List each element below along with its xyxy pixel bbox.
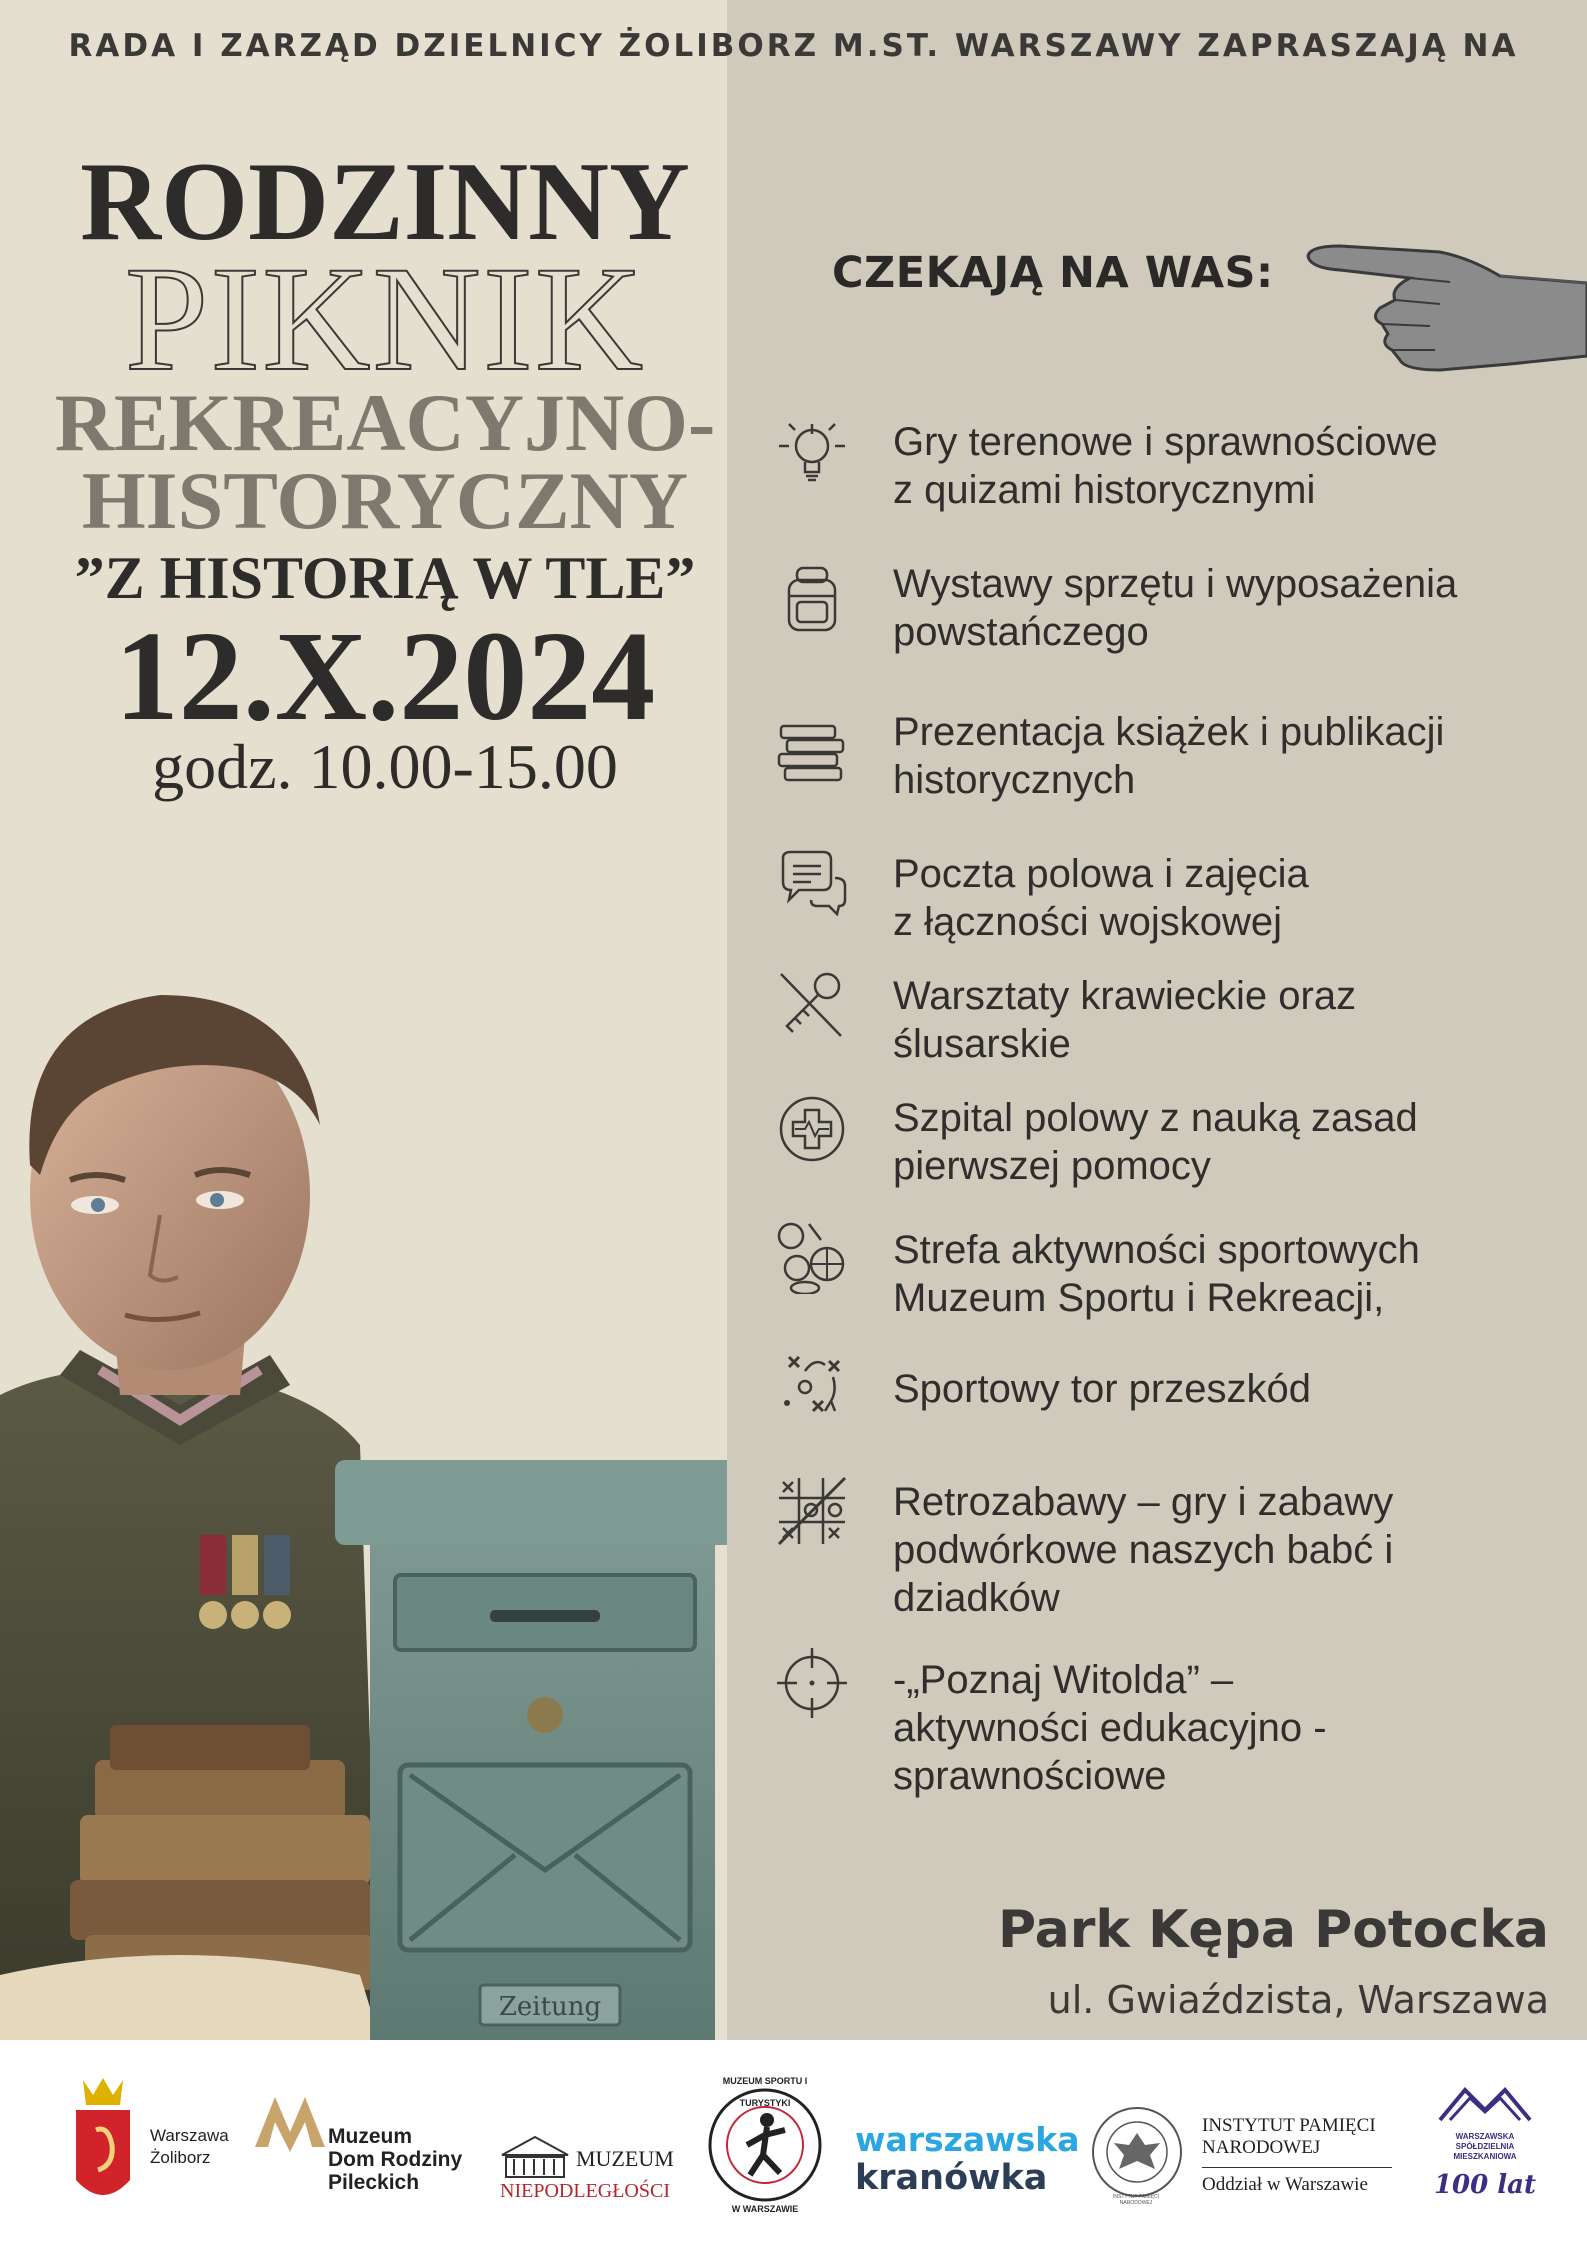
event-text-line: Gry terenowe i sprawnościowe <box>893 420 1438 464</box>
logo-pileccy-line-1: Muzeum <box>328 2125 412 2148</box>
event-text <box>893 972 1573 1068</box>
logo-ipn <box>1090 2070 1400 2220</box>
location-name: Park Kępa Potocka <box>997 1900 1549 1960</box>
location-block <box>998 1900 1549 2026</box>
logo-sport-line-1: MUZEUM SPORTU I TURYSTYKI <box>722 2076 808 2108</box>
illustration-portrait-mailbox <box>0 975 727 2040</box>
event-text-line: z łączności wojskowej <box>893 900 1283 944</box>
strategy-play-icon <box>775 1347 849 1421</box>
event-text-line: aktywności edukacyjno - <box>893 1706 1327 1750</box>
event-text-line: Poczta polowa i zajęcia <box>893 852 1309 896</box>
crosshair-icon <box>775 1646 849 1720</box>
event-text-line: historycznych <box>893 758 1136 802</box>
logo-ipn-line-1: INSTYTUT PAMIĘCI <box>1202 2115 1376 2136</box>
logo-warszawska-kranowka <box>855 2070 1080 2220</box>
backpack-icon <box>775 560 849 634</box>
svg-text:Zeitung: Zeitung <box>498 1992 602 2022</box>
logo-zoliborz-line-1: Warszawa <box>150 2126 229 2145</box>
logo-ipn-seal-text: INSTYTUT PAMIĘCI NARODOWEJ <box>1113 2194 1159 2206</box>
logo-wsm-anniversary: 100 lat <box>1433 2170 1537 2200</box>
title-line-4: HISTORYCZNY <box>81 455 689 546</box>
ipn-eagle-seal-icon <box>1090 2105 1185 2200</box>
logo-kranowka-line-1: warszawska <box>855 2120 1080 2159</box>
events-heading: CZEKAJĄ NA WAS: <box>832 248 1274 298</box>
logo-pileccy-line-3: Pileckich <box>328 2171 420 2194</box>
event-text <box>893 708 1573 804</box>
event-text-line: Strefa aktywności sportowych <box>893 1228 1420 1272</box>
title-line-1: RODZINNY <box>80 140 690 264</box>
event-text <box>893 1094 1573 1190</box>
logo-wsm-line-2: SPÓŁDZIELNIA <box>1455 2142 1515 2151</box>
event-text-line: z quizami historycznymi <box>893 468 1316 512</box>
event-text-line: powstańczego <box>893 610 1149 654</box>
lightbulb-icon <box>775 416 849 490</box>
event-text-line: Szpital polowy z nauką zasad <box>893 1096 1418 1140</box>
logo-warszawa-zoliborz <box>68 2070 229 2220</box>
event-text <box>893 418 1573 514</box>
logo-niepodleglosci-line-2: NIEPODLEGŁOŚCI <box>500 2180 670 2202</box>
event-text-line: -„Poznaj Witolda” – <box>893 1658 1234 1702</box>
logo-kranowka-line-2: kranówka <box>855 2158 1048 2198</box>
logo-wsm-100-lat <box>1430 2070 1540 2220</box>
needle-key-icon <box>775 968 849 1042</box>
pointing-hand-icon <box>1300 238 1587 373</box>
event-text-line: dziadków <box>893 1576 1060 1620</box>
event-text-line: Retrozabawy – gry i zabawy <box>893 1480 1394 1524</box>
logo-muzeum-pileckich <box>250 2070 470 2220</box>
event-text-line: Sportowy tor przeszkód <box>893 1367 1311 1411</box>
event-text-line: Wystawy sprzętu i wyposażenia <box>893 562 1458 606</box>
event-subtitle: ”Z HISTORIĄ W TLE” <box>74 545 696 611</box>
title-line-3: REKREACYJNO- <box>54 377 716 468</box>
books-icon <box>775 710 849 784</box>
event-text-line: podwórkowe naszych babć i <box>893 1528 1394 1572</box>
event-text-line: pierwszej pomocy <box>893 1144 1211 1188</box>
logo-wsm-line-1: WARSZAWSKA <box>1455 2132 1515 2141</box>
logo-pileccy-line-2: Dom Rodziny <box>328 2148 463 2171</box>
event-text <box>893 1226 1573 1322</box>
logo-ipn-line-3: Oddział w Warszawie <box>1202 2167 1392 2196</box>
logo-sport-line-2: W WARSZAWIE <box>731 2204 799 2214</box>
event-date: 12.X.2024 <box>114 605 656 747</box>
pileccy-mark-icon <box>250 2092 330 2152</box>
sports-balls-icon <box>775 1220 849 1294</box>
logo-muzeum-sportu <box>705 2070 825 2220</box>
event-text-line: Muzeum Sportu i Rekreacji, <box>893 1276 1385 1320</box>
warsaw-crest-icon <box>68 2070 138 2220</box>
museum-building-icon <box>500 2135 570 2180</box>
logo-ipn-line-2: NARODOWEJ <box>1202 2137 1321 2158</box>
logo-zoliborz-line-2: Żoliborz <box>150 2148 211 2167</box>
logo-niepodleglosci-line-1: MUZEUM <box>576 2146 674 2171</box>
speech-bubbles-icon <box>775 848 849 922</box>
event-text <box>893 850 1573 946</box>
logo-muzeum-niepodleglosci <box>500 2070 690 2220</box>
title-block <box>40 140 730 802</box>
event-text-line: Warsztaty krawieckie oraz <box>893 974 1357 1018</box>
tic-tac-toe-icon <box>775 1474 849 1548</box>
event-text <box>893 1656 1573 1800</box>
event-text-line: Prezentacja książek i publikacji <box>893 710 1445 754</box>
event-text <box>893 560 1573 656</box>
title-line-2: PIKNIK <box>124 236 646 402</box>
location-address: ul. Gwiaździsta, Warszawa <box>1047 1978 1549 2022</box>
wsm-roof-icon <box>1435 2080 1535 2130</box>
event-text <box>893 1478 1573 1622</box>
header-invitation: RADA I ZARZĄD DZIELNICY ŻOLIBORZ M.ST. WARSZAWY ZAPRASZAJĄ NA <box>68 28 1519 64</box>
medical-cross-icon <box>775 1092 849 1166</box>
event-text <box>893 1365 1573 1413</box>
event-hours: godz. 10.00-15.00 <box>152 731 618 802</box>
event-text-line: ślusarskie <box>893 1022 1071 1066</box>
event-text-line: sprawnościowe <box>893 1754 1167 1798</box>
logo-wsm-line-3: MIESZKANIOWA <box>1453 2152 1517 2161</box>
